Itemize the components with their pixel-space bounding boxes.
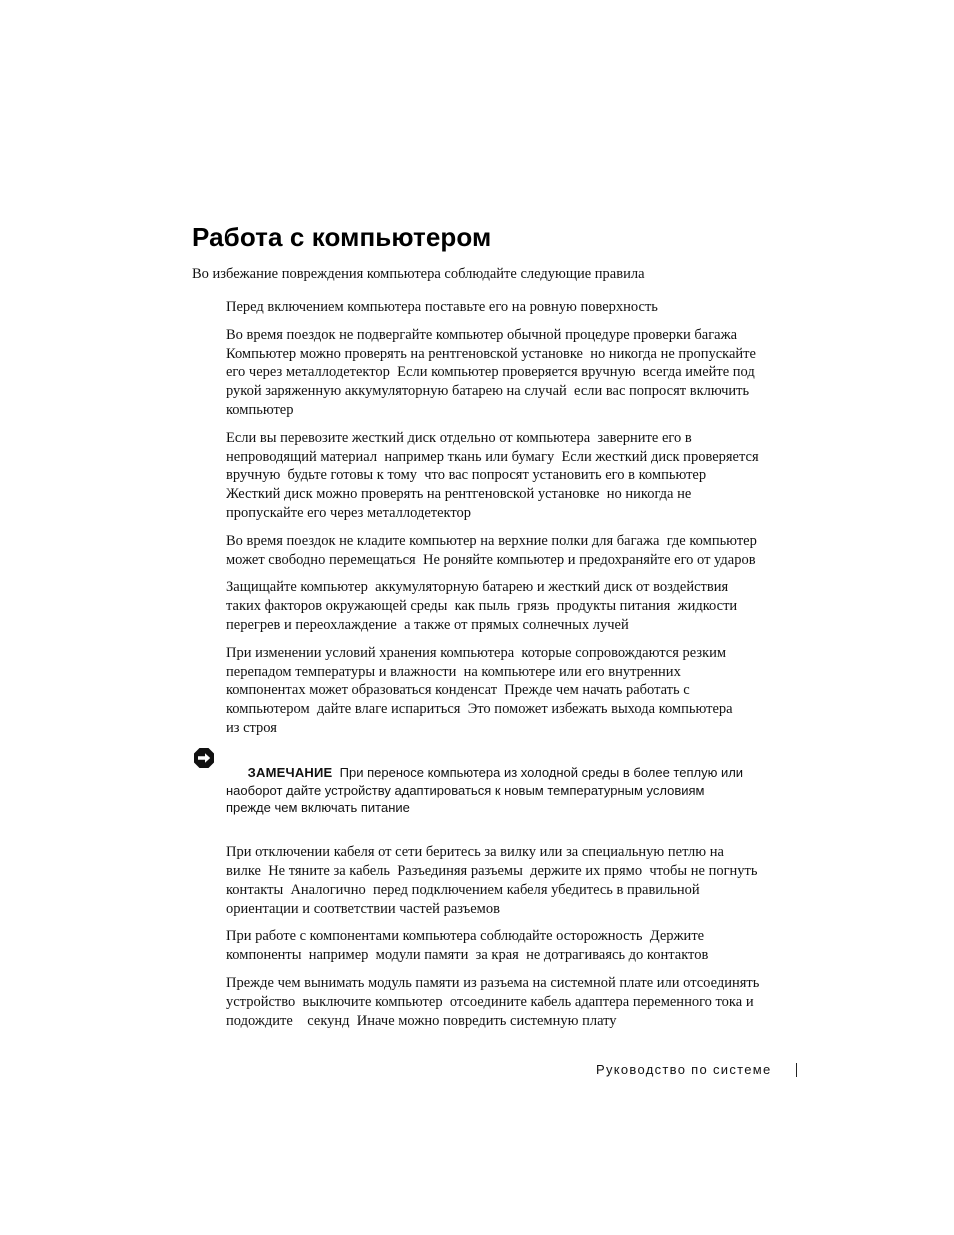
notice-label: ЗАМЕЧАНИЕ bbox=[247, 765, 333, 781]
rule-paragraph: Во время поездок не подвергайте компьютер обычной процедуре проверки багажа Компьютер можно проверять на рентгеновской установке но никогда не пропускайте его через металлодетектор Если компьютер проверяется вручную всегда имейте под рукой заряженную аккумуляторную батарею на случай если вас попросят включить компьютер bbox=[226, 326, 756, 418]
intro-text: Во избежание повреждения компьютера соблюдайте следующие правила bbox=[192, 266, 645, 282]
rule-paragraph: При изменении условий хранения компьютера которые сопровождаются резким перепадом температуры и влажности на компьютере или его внутренних компонентах может образоваться конденсат Прежде чем начать работать с компьютером дайте влаге испариться Это поможет избежать выхода компьютера из строя bbox=[226, 644, 733, 736]
notice-icon bbox=[193, 747, 215, 769]
rule-paragraph: Если вы перевозите жесткий диск отдельно от компьютера заверните его в непроводящий материал например ткань или бумагу Если жесткий диск проверяется вручную будьте готовы к тому что вас попросят установить его в компьютер Жесткий диск можно проверять на рентгеновской установке но никогда не пропускайте его через металлодетектор bbox=[226, 429, 759, 521]
rule-paragraph: Перед включением компьютера поставьте его на ровную поверхность bbox=[226, 299, 658, 315]
page-title: Работа с компьютером bbox=[192, 222, 492, 252]
rule-paragraph: Во время поездок не кладите компьютер на верхние полки для багажа где компьютер может свободно перемещаться Не роняйте компьютер и предохраняйте его от ударов bbox=[226, 532, 757, 568]
rule-paragraph: При работе с компонентами компьютера соблюдайте осторожность Держите компоненты например модули памяти за края не дотрагиваясь до контактов bbox=[226, 928, 709, 964]
rule-paragraph: Защищайте компьютер аккумуляторную батарею и жесткий диск от воздействия таких факторов окружающей среды как пыль грязь продукты питания жидкости перегрев и переохлаждение а также от прямых солнечных лучей bbox=[226, 579, 738, 633]
notice-block bbox=[226, 747, 802, 835]
notice-text: При переносе компьютера из холодной среды в более теплую или наоборот дайте устройству адаптироваться к новым температурным условиям прежде чем включать питание bbox=[226, 765, 744, 816]
footer-title: Руководство по системе bbox=[596, 1062, 772, 1077]
footer-divider bbox=[796, 1063, 797, 1077]
rule-paragraph: Прежде чем вынимать модуль памяти из разъема на системной плате или отсоединять устройство выключите компьютер отсоедините кабель адаптера переменного тока и подождите секунд Иначе можно повредить системную плату bbox=[226, 975, 760, 1029]
rule-paragraph: При отключении кабеля от сети беритесь за вилку или за специальную петлю на вилке Не тяните за кабель Разъединяя разъемы держите их прямо чтобы не погнуть контакты Аналогично перед подключением кабеля убедитесь в правильной ориентации и соответствии частей разъемов bbox=[226, 844, 758, 917]
rules-list bbox=[226, 298, 802, 1039]
